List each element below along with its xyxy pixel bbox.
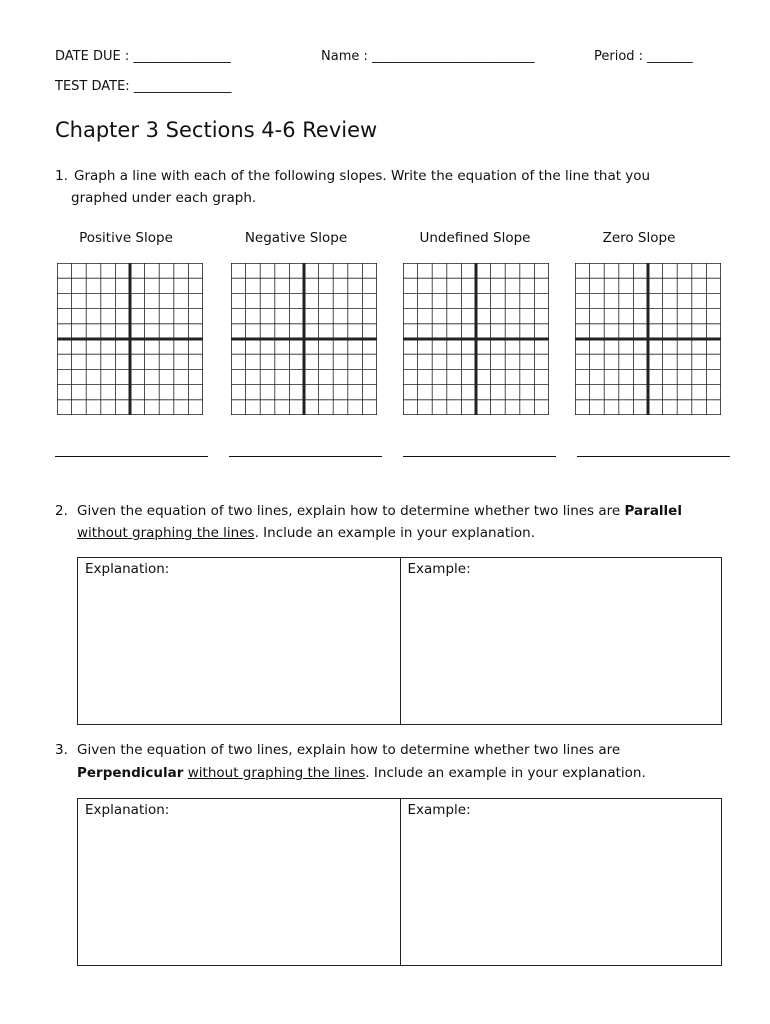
q2-text-line2 [77, 522, 535, 544]
graph-label-positive: Positive Slope [79, 230, 173, 246]
q3-example-cell[interactable] [400, 799, 722, 965]
q2-explanation-cell[interactable] [78, 558, 400, 724]
q2-answer-table [77, 557, 722, 725]
q2-explanation-label: Explanation: [85, 561, 170, 577]
graph-label-undefined: Undefined Slope [419, 230, 531, 246]
q2-text-line1 [77, 500, 682, 522]
q2-underlined-phrase: without graphing the lines [77, 525, 255, 541]
q3-text-line1: Given the equation of two lines, explain how to determine whether two lines are [77, 742, 621, 758]
q3-explanation-cell[interactable] [78, 799, 400, 965]
equation-answer-line-negative[interactable] [229, 456, 382, 457]
q3-answer-table [77, 798, 722, 966]
test-date-field: TEST DATE: _______________ [55, 79, 232, 94]
graph-grid-zero[interactable] [575, 263, 721, 415]
q2-keyword-parallel: Parallel [624, 503, 682, 519]
q2-example-cell[interactable] [400, 558, 722, 724]
equation-answer-line-undefined[interactable] [403, 456, 556, 457]
q1-text-line1: Graph a line with each of the following slopes. Write the equation of the line that you [74, 168, 651, 184]
q3-text-line2-rest: . Include an example in your explanation. [365, 765, 646, 781]
graph-grid-undefined[interactable] [403, 263, 549, 415]
q1-number: 1. [55, 168, 68, 184]
period-field: Period : _______ [594, 49, 693, 64]
graph-label-negative: Negative Slope [244, 230, 348, 246]
equation-answer-line-positive[interactable] [55, 456, 208, 457]
equation-answer-line-zero[interactable] [577, 456, 730, 457]
q2-text-line2-rest: . Include an example in your explanation. [254, 525, 535, 541]
name-field: Name : _________________________ [321, 49, 535, 64]
graph-label-zero: Zero Slope [602, 230, 676, 246]
q3-text-line2 [77, 762, 646, 784]
q2-number: 2. [55, 503, 68, 519]
date-due-field: DATE DUE : _______________ [55, 49, 231, 64]
q3-number: 3. [55, 742, 68, 758]
q2-text-line1-plain: Given the equation of two lines, explain how to determine whether two lines are [77, 503, 625, 519]
graph-grid-negative[interactable] [231, 263, 377, 415]
q3-explanation-label: Explanation: [85, 802, 170, 818]
page-title: Chapter 3 Sections 4-6 Review [55, 118, 378, 142]
q3-keyword-perpendicular: Perpendicular [77, 765, 184, 781]
q3-example-label: Example: [407, 802, 471, 818]
q1-text-line2: graphed under each graph. [71, 190, 257, 206]
q3-underlined-phrase: without graphing the lines [187, 765, 366, 781]
graph-grid-positive[interactable] [57, 263, 203, 415]
q2-example-label: Example: [407, 561, 471, 577]
